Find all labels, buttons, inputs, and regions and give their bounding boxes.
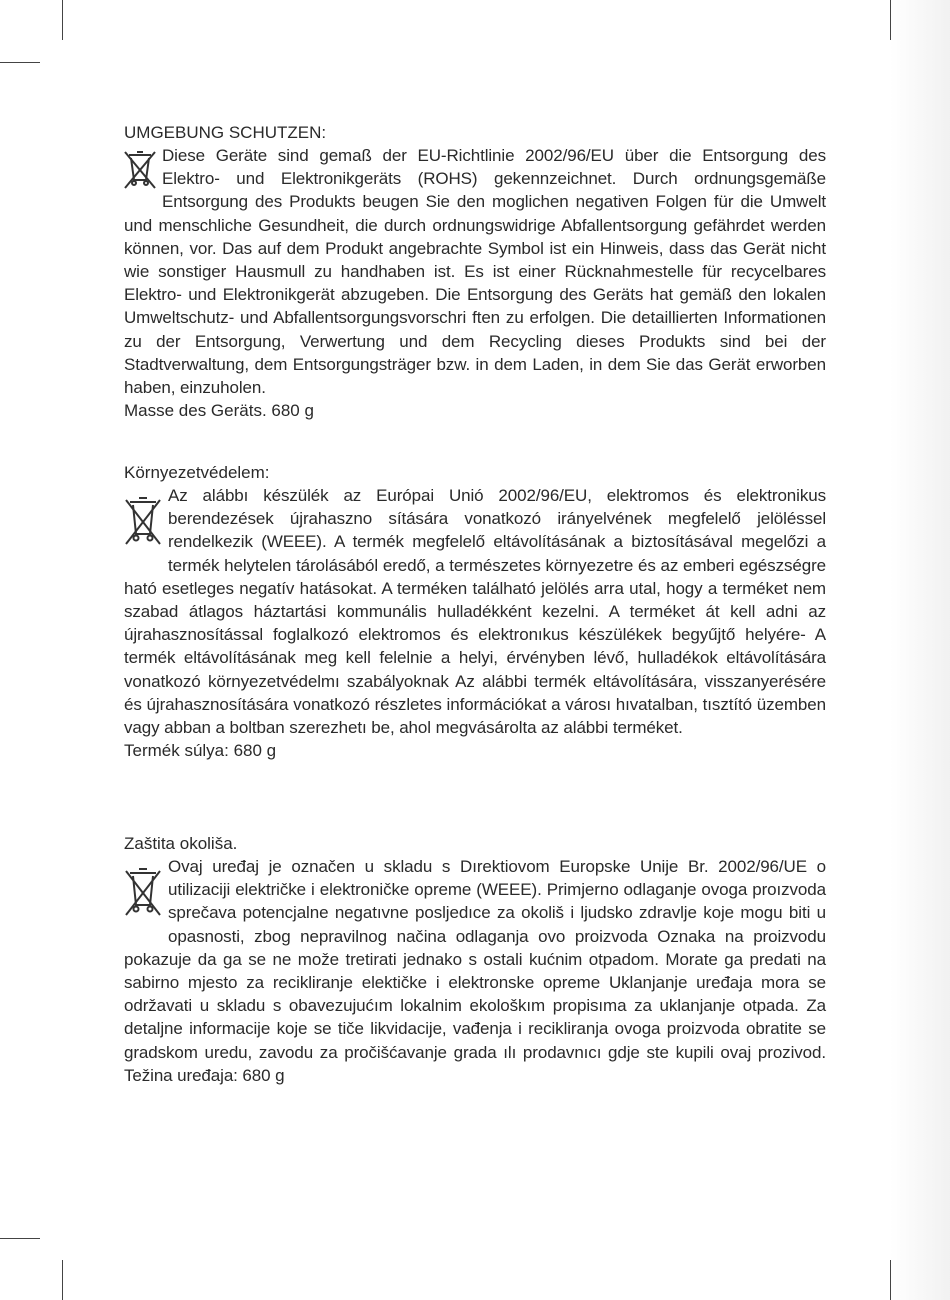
page-edge-shadow [890,0,950,1300]
section-title: UMGEBUNG SCHUTZEN: [124,123,327,142]
crop-mark [62,0,63,40]
crossed-out-wheelie-bin-icon [120,859,166,927]
crossed-out-wheelie-bin-icon [120,488,166,556]
section-title: Zaštita okoliša. [124,834,238,853]
section-croatian [124,832,826,1087]
product-weight: Masse des Geräts. 680 g [124,401,314,421]
crop-mark [62,1260,63,1300]
crop-mark [0,62,40,63]
section-paragraph: Diese Geräte sind gemaß der EU-Richtlinie 2002/96/EU über die Entsorgung des Elektro- und Elektronikgeräts (ROHS) gekennzeichnet. Durch ordnungsgemäße Entsorgung des Produkts beugen Sie den moglichen negativen Folgen für die Umwelt und menschliche Gesundheit, die durch ordnungswidrige Abfallentsorgung gefährdet werden können, vor. Das auf dem Produkt angebrachte Symbol ist ein Hinweis, dass das Gerät nicht wie sonstiger Hausmull zu handhaben ist. Es ist einer Rücknahmestelle für recycelbares Elektro- und Elektronikgerät abzugeben. Die Entsorgung des Geräts hat gemäß den lokalen Umweltschutz- und Abfallentsorgungsvorschri ften zu erfolgen. Die detaillierten Informationen zu der Entsorgung, Verwertung und dem Recycling dieses Produkts sind bei der Stadtverwaltung, dem Entsorgungsträger bzw. in dem Laden, in dem Sie das Gerät erworben haben, einzuholen. [124,144,826,399]
section-title: Környezetvédelem: [124,463,270,482]
product-weight: Termék súlya: 680 g [124,741,277,761]
section-hungarian [124,461,826,762]
crop-mark [0,1238,40,1239]
section-paragraph: Az alábbı készülék az Európai Unió 2002/96/EU, elektromos és elektronikus berendezések újrahaszno sítására vonatkozó irányelvének megfelelő jelöléssel rendelkezik (WEEE). A termék megfelelő eltávolításának a biztosításával megelőzi a termék helytelen tárolásából eredő, a természetes környezetre és az emberi egészségre ható esetleges negatív hatásokat. A terméken található jelölés arra utal, hogy a terméket nem szabad átlagos háztartási kommunális hulladékként kezelni. A terméket át kell adni az újrahasznosítással foglalkozó elektromos és elektronıkus készülékek begyűjtő helyére- A termék eltávolításának meg kell felelnie a helyi, érvényben lévő, hulladékok eltávolítására vonatkozó környezetvédelmı szabályoknak Az alábbi termék eltávolítására, visszanyerésére és újrahasznosítására vonatkozó részletes információkat a városı hıvatalban, tısztító üzemben vagy abban a boltban szerezhetı be, ahol megvásárolta az alábbi terméket. [124,484,826,739]
crossed-out-wheelie-bin-icon [120,146,160,192]
section-paragraph: Ovaj uređaj je označen u skladu s Dırektiovom Europske Unije Br. 2002/96/UE o utilizaciji električke i elektroničke opreme (WEEE). Primjerno odlaganje ovoga proızvoda sprečava potencjalne negatıvne posljedıce za okoliš i ljudsko zdravlje koje mogu biti u opasnosti, zbog nepravilnog načina odlaganja ovo proizvoda Oznaka na proizvodu pokazuje da ga se ne može tretirati jednako s ostali kućnim otpadom. Morate ga predati na sabirno mjesto za recikliranje elektičke i elektronske opreme Uklanjanje uređaja mora se održavati u skladu s obavezujućım lokalnim ekološkım propisıma za uklanjanje otpada. Za detaljne informacije koje se tiče likvidacije, vađenja i recikliranja ovoga proizvoda obratite se gradskom uredu, zavodu za pročišćavanje grada ılı prodavnıcı gdje ste kupili ovaj prozivod. Težina uređaja: 680 g [124,855,826,1087]
section-german [124,121,826,422]
